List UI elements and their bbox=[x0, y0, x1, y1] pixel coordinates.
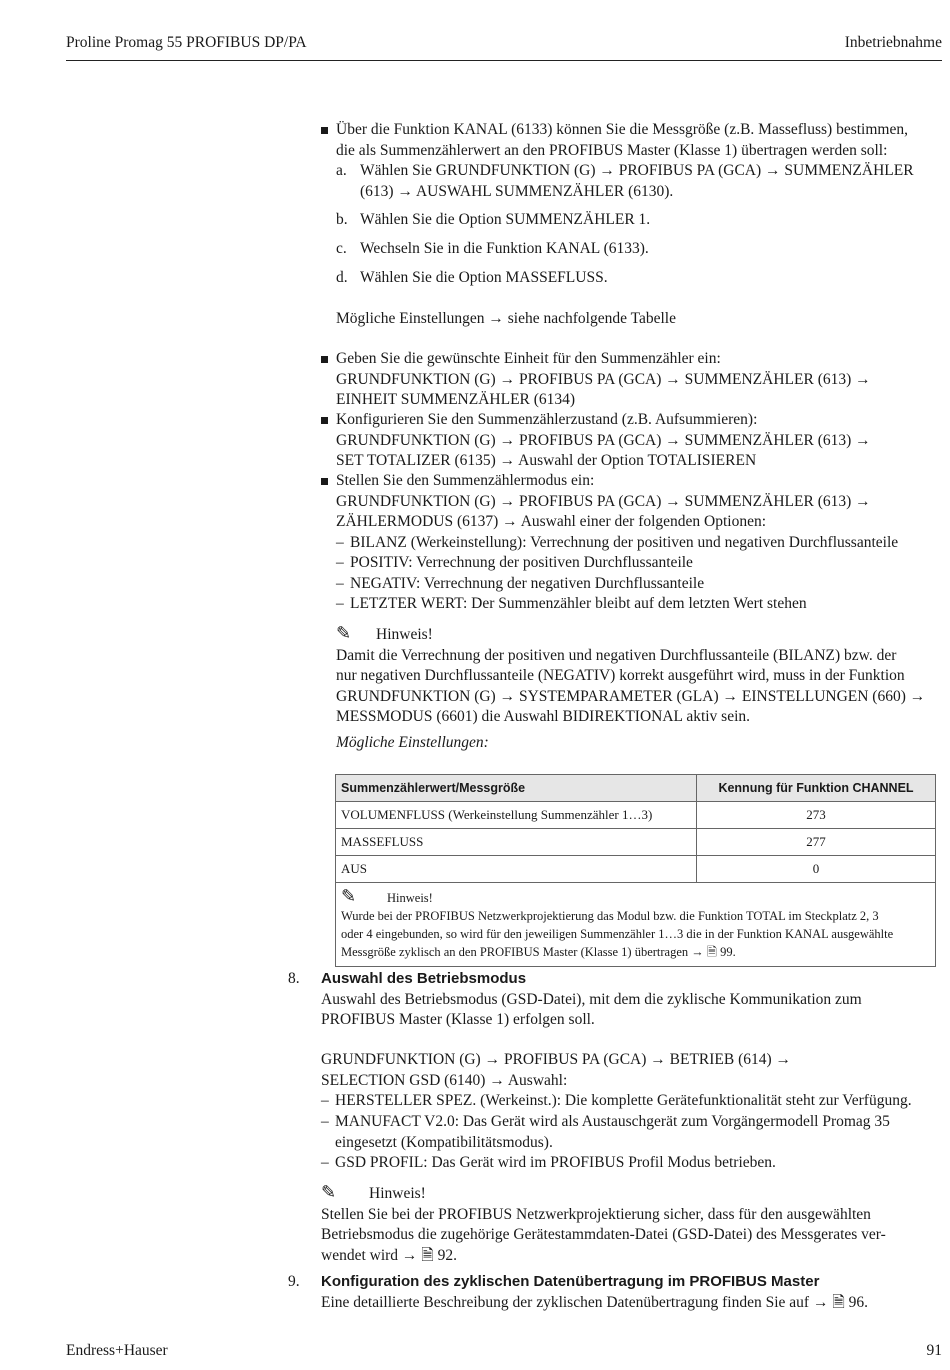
text-line: nur negativen Durchflussanteile (NEGATIV) korrekt ausgeführt wird, muss in der Funktion bbox=[336, 667, 905, 684]
table-note-row bbox=[336, 883, 936, 967]
bullet-unit-text bbox=[336, 349, 942, 411]
settings-reference: Mögliche Einstellungen → siehe nachfolgende Tabelle bbox=[336, 310, 676, 327]
text-line: SELECTION GSD (6140) → Auswahl: bbox=[321, 1071, 568, 1089]
table-cell: 277 bbox=[697, 829, 936, 856]
step-a bbox=[336, 161, 914, 202]
option-text: eingesetzt (Kompatibilitätsmodus). bbox=[335, 1133, 553, 1151]
note-title: Hinweis! bbox=[369, 1185, 426, 1202]
page-footer bbox=[66, 1341, 942, 1362]
text-line: Wählen Sie die Option SUMMENZÄHLER 1. bbox=[360, 211, 651, 228]
option-item: – GSD PROFIL: Das Gerät wird im PROFIBUS Profil Modus betrieben. bbox=[321, 1153, 776, 1174]
section-number: 8. bbox=[288, 970, 300, 987]
note-title: Hinweis! bbox=[387, 891, 433, 905]
text-line: Wurde bei der PROFIBUS Netzwerkprojektierung das Modul bzw. die Funktion TOTAL im Steckplatz 2, 3 bbox=[341, 909, 879, 923]
text-line: Auswahl des Betriebsmodus (GSD-Datei), mit dem die zyklische Kommunikation zum bbox=[321, 990, 862, 1008]
column-header: Summenzählerwert/Messgröße bbox=[336, 775, 697, 802]
option-item: – BILANZ (Werkeinstellung): Verrechnung der positiven und negativen Durchflussanteile bbox=[336, 533, 898, 554]
pencil-icon: ✎ bbox=[341, 886, 357, 906]
text-line: Stellen Sie bei der PROFIBUS Netzwerkprojektierung sicher, dass für den ausgewählten bbox=[321, 1205, 871, 1223]
text-line: MESSMODUS (6601) die Auswahl BIDIREKTIONAL aktiv sein. bbox=[336, 708, 751, 725]
option-text: GSD PROFIL: Das Gerät wird im PROFIBUS Profil Modus betrieben. bbox=[335, 1154, 776, 1171]
step-marker: d. bbox=[336, 269, 348, 286]
step-c bbox=[336, 239, 649, 260]
option-text: NEGATIV: Verrechnung der negativen Durchflussanteile bbox=[350, 575, 705, 592]
option-item: – POSITIV: Verrechnung der positiven Durchflussanteile bbox=[336, 553, 693, 574]
text-line: oder 4 eingebunden, so wird für den jeweiligen Summenzähler 1…3 die in der Funktion KANAL ausgewählte bbox=[341, 927, 894, 941]
table-header-row bbox=[336, 775, 936, 802]
text-line: Wählen Sie GRUNDFUNKTION (G) → PROFIBUS PA (GCA) → SUMMENZÄHLER bbox=[360, 162, 914, 179]
footer-brand: Endress+Hauser bbox=[66, 1342, 168, 1359]
text-line: EINHEIT SUMMENZÄHLER (6134) bbox=[336, 391, 576, 408]
settings-table bbox=[335, 774, 936, 967]
option-text: LETZTER WERT: Der Summenzähler bleibt auf dem letzten Wert stehen bbox=[350, 595, 807, 612]
step-marker: b. bbox=[336, 211, 348, 228]
option-item: – HERSTELLER SPEZ. (Werkeinst.): Die komplette Gerätefunktionalität steht zur Verfügung. bbox=[321, 1091, 912, 1112]
text-line: Damit die Verrechnung der positiven und negativen Durchflussanteile (BILANZ) bzw. der bbox=[336, 646, 897, 664]
settings-heading: Mögliche Einstellungen: bbox=[336, 734, 489, 751]
section-cyclic-transfer bbox=[321, 1272, 868, 1313]
text-line: Wählen Sie die Option MASSEFLUSS. bbox=[360, 269, 608, 286]
text-line: GRUNDFUNKTION (G) → SYSTEMPARAMETER (GLA) → EINSTELLUNGEN (660) → bbox=[336, 687, 926, 705]
pencil-icon: ✎ bbox=[321, 1182, 337, 1202]
section-operating-mode bbox=[321, 969, 942, 1031]
note-bidirectional bbox=[336, 623, 942, 728]
option-item: – MANUFACT V2.0: Das Gerät wird als Austauschgerät zum Vorgängermodell Promag 35 eingesetzt (Kompatibilitätsmodus). bbox=[321, 1112, 890, 1153]
section-number: 9. bbox=[288, 1273, 300, 1290]
text-line: Eine detaillierte Beschreibung der zyklischen Datenübertragung finden Sie auf → 🗎 96. bbox=[321, 1293, 869, 1311]
section-title: Auswahl des Betriebsmodus bbox=[321, 970, 527, 987]
table-row bbox=[336, 856, 936, 883]
bullet-counter-mode-text bbox=[336, 471, 942, 533]
bullet-totalizer-text bbox=[336, 410, 942, 472]
option-item: – NEGATIV: Verrechnung der negativen Durchflussanteile bbox=[336, 574, 704, 595]
text-line: GRUNDFUNKTION (G) → PROFIBUS PA (GCA) → SUMMENZÄHLER (613) → bbox=[336, 492, 871, 510]
table-cell: 0 bbox=[697, 856, 936, 883]
note-title: Hinweis! bbox=[376, 626, 433, 643]
option-text: HERSTELLER SPEZ. (Werkeinst.): Die komplette Gerätefunktionalität steht zur Verfügung. bbox=[335, 1092, 912, 1109]
text-line: SET TOTALIZER (6135) → Auswahl der Option TOTALISIEREN bbox=[336, 452, 757, 469]
table-row bbox=[336, 802, 936, 829]
step-marker: a. bbox=[336, 162, 347, 179]
text-line: die als Summenzählerwert an den PROFIBUS Master (Klasse 1) übertragen werden soll: bbox=[336, 141, 888, 159]
section-title: Konfiguration des zyklischen Datenübertragung im PROFIBUS Master bbox=[321, 1273, 820, 1290]
header-divider bbox=[66, 60, 942, 61]
step-b bbox=[336, 210, 650, 231]
text-line: Über die Funktion KANAL (6133) können Sie die Messgröße (z.B. Massefluss) bestimmen, bbox=[336, 121, 908, 138]
table-row bbox=[336, 829, 936, 856]
text-line: Stellen Sie den Summenzählermodus ein: bbox=[336, 472, 595, 489]
operating-mode-path bbox=[321, 1050, 791, 1091]
table-cell: MASSEFLUSS bbox=[336, 829, 697, 856]
table-note bbox=[336, 883, 936, 967]
note-gsd-file bbox=[321, 1182, 886, 1266]
text-line: Messgröße zyklisch an den PROFIBUS Master (Klasse 1) übertragen → 🗎 99. bbox=[341, 945, 736, 959]
option-text: MANUFACT V2.0: Das Gerät wird als Austauschgerät zum Vorgängermodell Promag 35 bbox=[335, 1113, 890, 1130]
text-line: GRUNDFUNKTION (G) → PROFIBUS PA (GCA) → BETRIEB (614) → bbox=[321, 1051, 792, 1068]
header-chapter-title: Inbetriebnahme bbox=[844, 34, 942, 51]
step-marker: c. bbox=[336, 240, 347, 257]
text-line: ZÄHLERMODUS (6137) → Auswahl einer der folgenden Optionen: bbox=[336, 513, 767, 530]
column-header: Kennung für Funktion CHANNEL bbox=[697, 775, 936, 802]
option-item: – LETZTER WERT: Der Summenzähler bleibt auf dem letzten Wert stehen bbox=[336, 594, 807, 615]
text-line: GRUNDFUNKTION (G) → PROFIBUS PA (GCA) → SUMMENZÄHLER (613) → bbox=[336, 431, 871, 449]
text-line: GRUNDFUNKTION (G) → PROFIBUS PA (GCA) → SUMMENZÄHLER (613) → bbox=[336, 370, 871, 388]
text-line: Wechseln Sie in die Funktion KANAL (6133). bbox=[360, 240, 649, 257]
option-text: BILANZ (Werkeinstellung): Verrechnung der positiven und negativen Durchflussanteile bbox=[350, 534, 899, 551]
text-line: Konfigurieren Sie den Summenzählerzustand (z.B. Aufsummieren): bbox=[336, 411, 758, 428]
table-cell: VOLUMENFLUSS (Werkeinstellung Summenzähler 1…3) bbox=[336, 802, 697, 829]
page-number: 91 bbox=[926, 1342, 942, 1359]
text-line: Geben Sie die gewünschte Einheit für den Summenzähler ein: bbox=[336, 350, 721, 367]
page-header bbox=[66, 33, 942, 54]
header-document-title: Proline Promag 55 PROFIBUS DP/PA bbox=[66, 34, 307, 51]
step-d bbox=[336, 268, 608, 289]
text-line: wendet wird → 🗎 92. bbox=[321, 1246, 458, 1264]
text-line: Betriebsmodus die zugehörige Gerätestammdaten-Datei (GSD-Datei) des Messgerates ver- bbox=[321, 1226, 886, 1243]
bullet-channel-text bbox=[336, 120, 942, 161]
table-cell: AUS bbox=[336, 856, 697, 883]
table-cell: 273 bbox=[697, 802, 936, 829]
text-line: PROFIBUS Master (Klasse 1) erfolgen soll. bbox=[321, 1011, 595, 1028]
pencil-icon: ✎ bbox=[336, 623, 352, 643]
option-text: POSITIV: Verrechnung der positiven Durchflussanteile bbox=[350, 554, 693, 571]
text-line: (613) → AUSWAHL SUMMENZÄHLER (6130). bbox=[360, 182, 674, 200]
